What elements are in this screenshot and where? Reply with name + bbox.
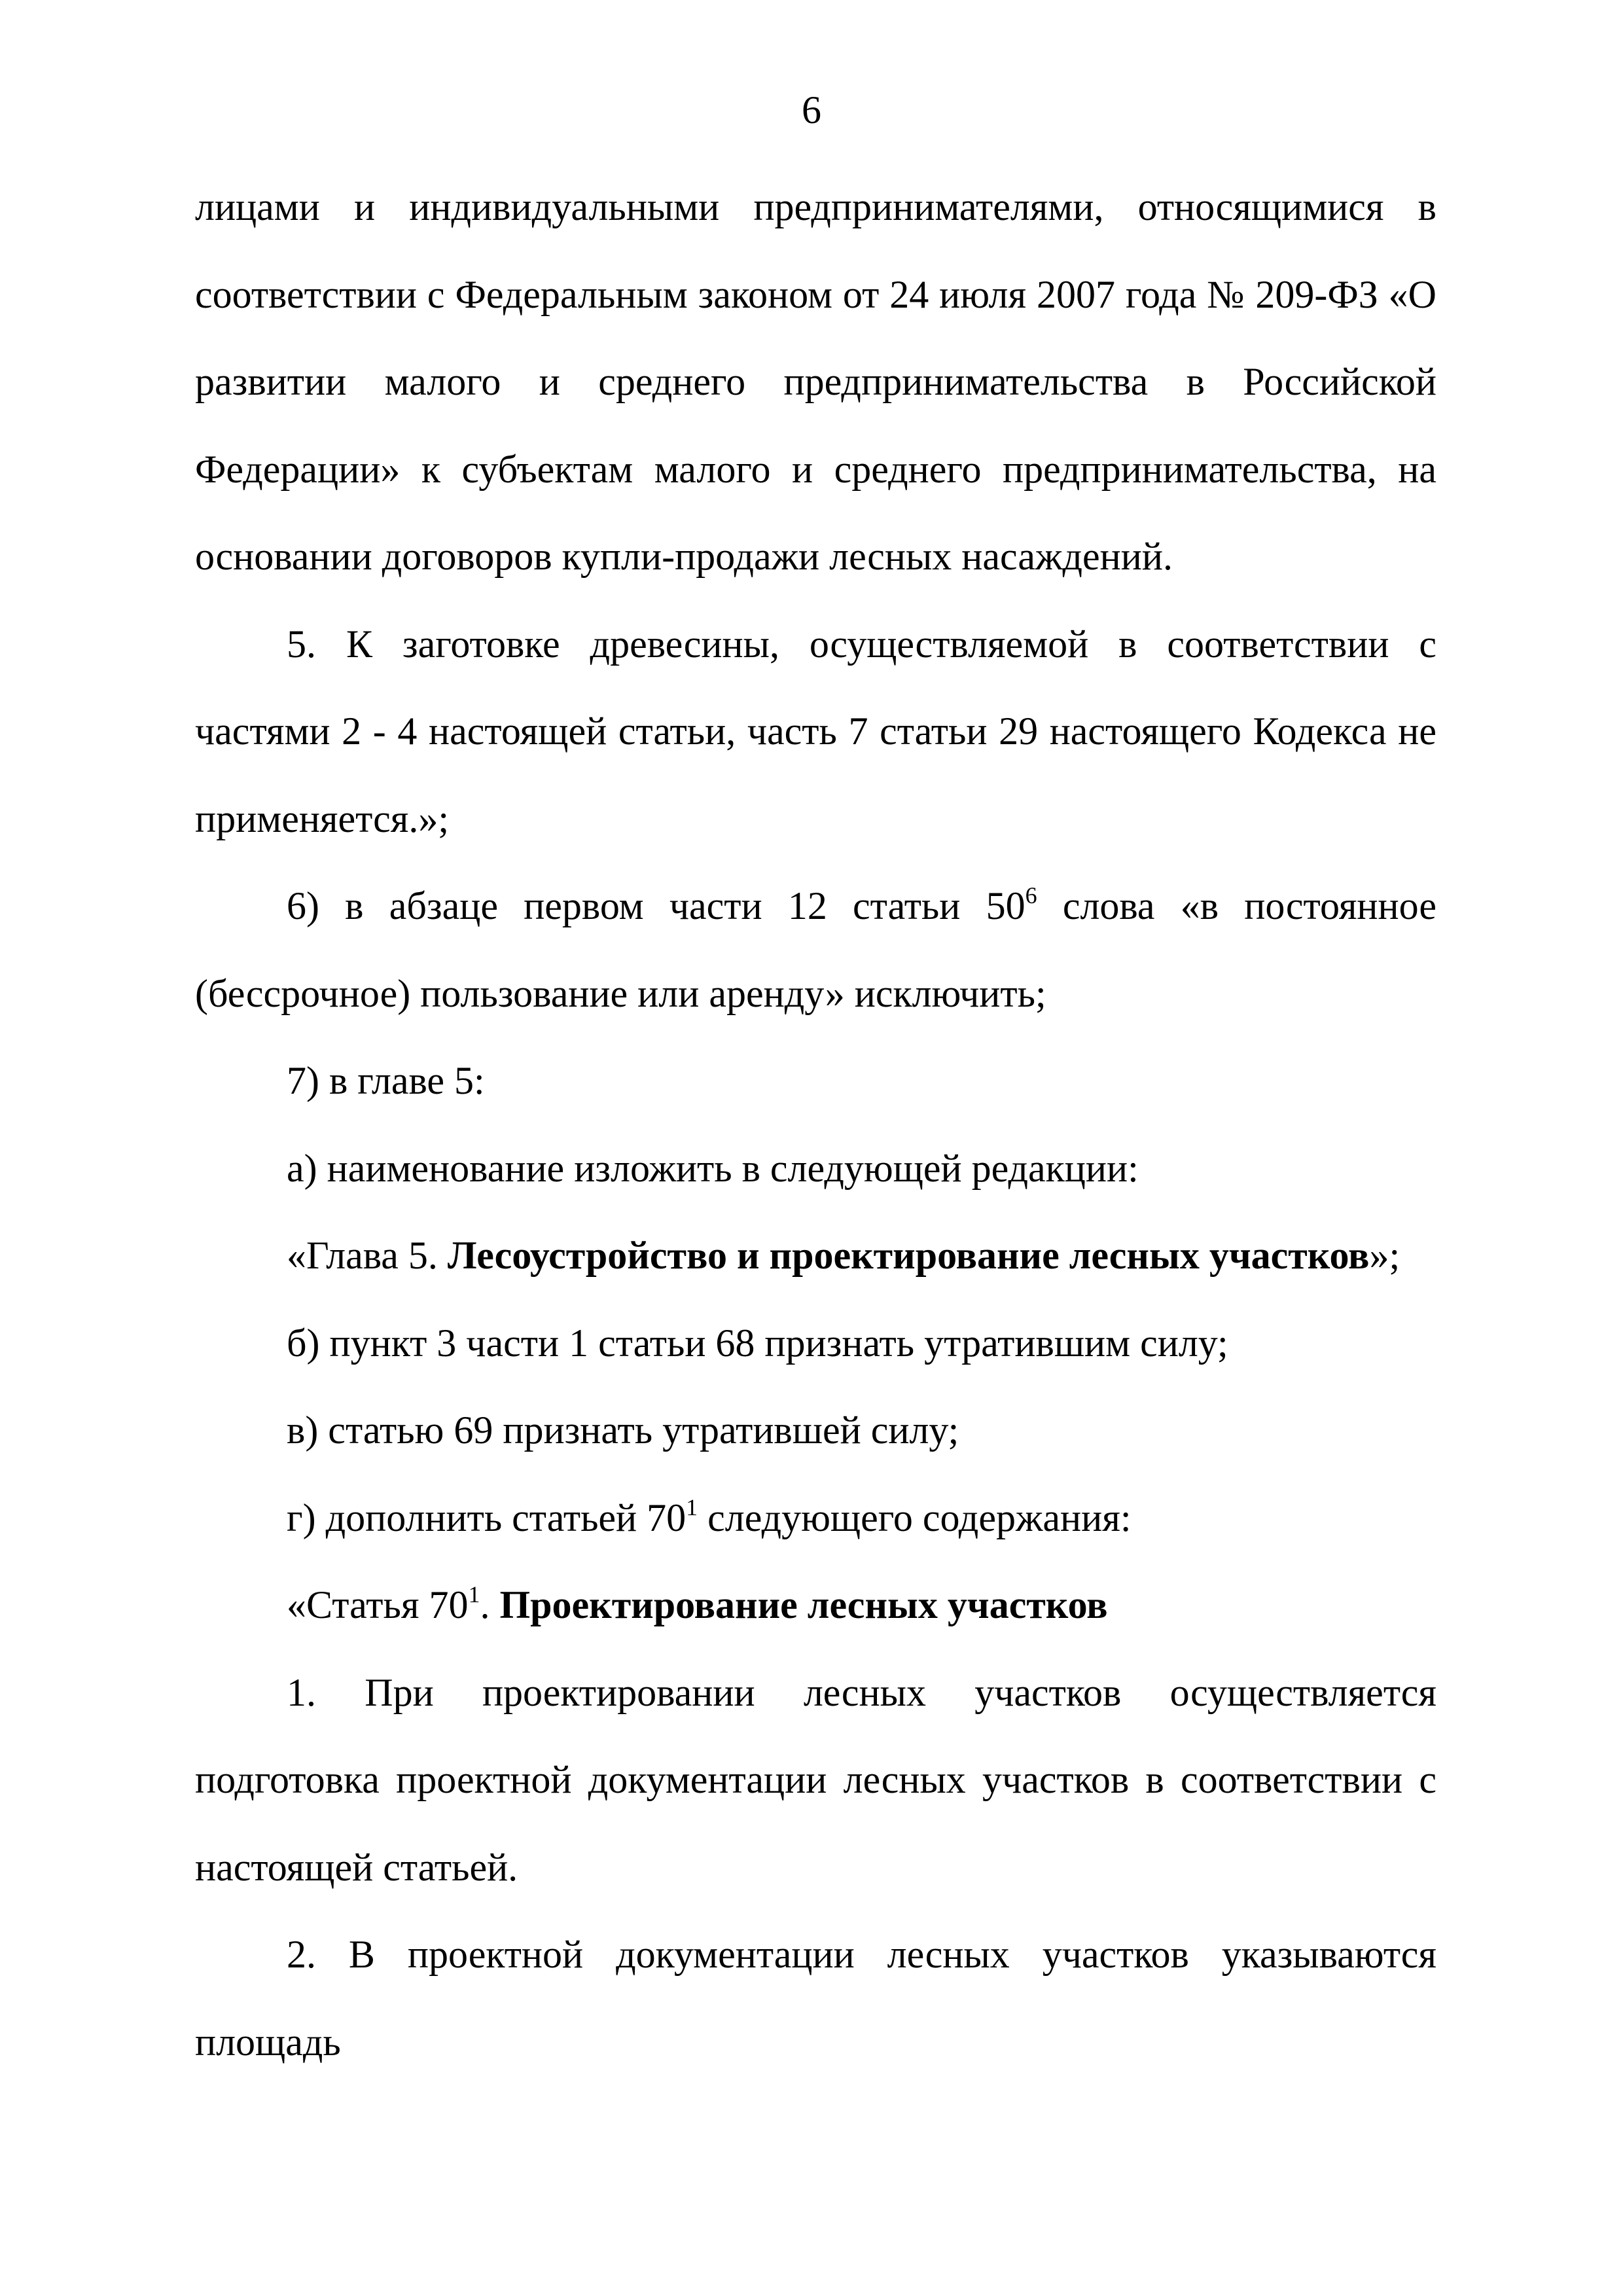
- article-title-bold: Проектирование лесных участков: [499, 1583, 1108, 1626]
- item-6-text-start: 6) в абзаце первом части 12 статьи 50: [287, 884, 1026, 927]
- article-label: «Статья 70: [287, 1583, 469, 1626]
- article-label-dot: .: [480, 1583, 500, 1626]
- page-number: 6: [802, 88, 821, 132]
- chapter-label: «Глава 5.: [287, 1234, 448, 1277]
- chapter-title-bold: Лесоустройство и проектирование лесных участков: [447, 1234, 1370, 1277]
- item-6-text-end: слова «в постоянное (бессрочное) пользование или аренду» исключить;: [195, 884, 1437, 1015]
- paragraph-subitem-b: б) пункт 3 части 1 статьи 68 признать утратившим силу;: [287, 1321, 1228, 1365]
- article-superscript: 1: [686, 1494, 698, 1520]
- paragraph-subitem-a: а) наименование изложить в следующей редакции:: [287, 1146, 1139, 1190]
- article-part-1: 1. При проектировании лесных участков осуществляется подготовка проектной документации лесных участков в соответствии с настоящей статьей.: [195, 1670, 1436, 1889]
- paragraph-part-5: 5. К заготовке древесины, осуществляемой в соответствии с частями 2 - 4 настоящей статьи, часть 7 статьи 29 настоящего Кодекса не применяется.»;: [195, 622, 1436, 840]
- subitem-g-text-start: г) дополнить статьей 70: [287, 1496, 687, 1539]
- subitem-g-text-end: следующего содержания:: [698, 1496, 1132, 1539]
- article-heading: [195, 1562, 1436, 1649]
- article-part-2: 2. В проектной документации лесных участков указываются площадь: [195, 1933, 1436, 2064]
- chapter-title-end: »;: [1369, 1234, 1400, 1277]
- article-superscript: 6: [1025, 882, 1037, 908]
- paragraph-continuation: лицами и индивидуальными предпринимателями, относящимися в соответствии с Федеральным законом от 24 июля 2007 года № 209-ФЗ «О развитии малого и среднего предпринимательства в Российской Федерации» к субъектам малого и среднего предпринимательства, на основании договоров купли-продажи лесных насаждений.: [195, 185, 1436, 578]
- chapter-title-line: [195, 1212, 1436, 1300]
- article-superscript: 1: [468, 1581, 480, 1607]
- paragraph-item-6: [195, 863, 1436, 1037]
- paragraph-subitem-v: в) статью 69 признать утратившей силу;: [287, 1408, 959, 1452]
- paragraph-subitem-g: [195, 1475, 1436, 1562]
- paragraph-item-7: 7) в главе 5:: [287, 1059, 485, 1102]
- document-body: [195, 164, 1436, 2086]
